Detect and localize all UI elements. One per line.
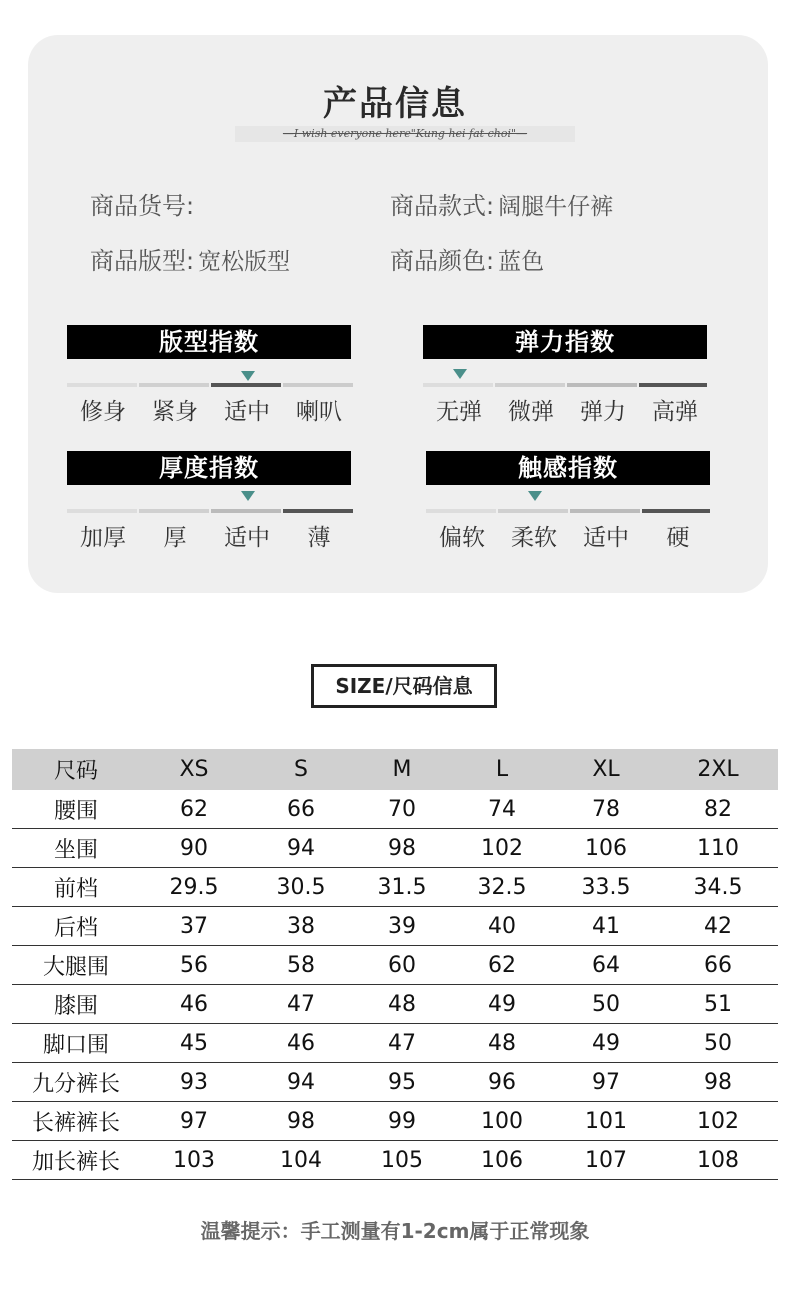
field-fit bbox=[90, 241, 290, 276]
table-cell: 31.5 bbox=[354, 868, 450, 907]
level-bar bbox=[639, 383, 707, 387]
table-cell: 107 bbox=[554, 1141, 658, 1180]
level-bar bbox=[139, 509, 209, 513]
row-label: 加长裤长 bbox=[12, 1141, 140, 1180]
level-bar bbox=[283, 383, 353, 387]
table-row bbox=[12, 790, 778, 829]
table-cell: 62 bbox=[140, 790, 248, 829]
level-bar bbox=[642, 509, 710, 513]
level-bar bbox=[495, 383, 565, 387]
table-cell: 50 bbox=[554, 985, 658, 1024]
elastic-index-title: 弹力指数 bbox=[423, 325, 707, 359]
table-cell: 98 bbox=[354, 829, 450, 868]
row-label: 坐围 bbox=[12, 829, 140, 868]
table-row bbox=[12, 1024, 778, 1063]
table-cell: 49 bbox=[450, 985, 554, 1024]
table-cell: 32.5 bbox=[450, 868, 554, 907]
row-label: 大腿围 bbox=[12, 946, 140, 985]
field-item-number bbox=[90, 186, 198, 221]
size-table-header bbox=[12, 749, 778, 790]
field-label: 商品货号: bbox=[90, 192, 195, 220]
column-header: M bbox=[354, 749, 450, 790]
table-cell: 96 bbox=[450, 1063, 554, 1102]
level-bar bbox=[139, 383, 209, 387]
table-cell: 94 bbox=[248, 829, 354, 868]
table-cell: 49 bbox=[554, 1024, 658, 1063]
column-header: XL bbox=[554, 749, 658, 790]
size-section-label: SIZE/尺码信息 bbox=[311, 664, 497, 708]
level-bar bbox=[426, 509, 496, 513]
field-value: 蓝色 bbox=[498, 249, 545, 275]
product-info-subtitle: —I wish everyone here"Kung hei fat choi"— bbox=[235, 126, 575, 142]
level-label: 紧身 bbox=[152, 399, 198, 425]
table-row bbox=[12, 1141, 778, 1180]
table-row bbox=[12, 1102, 778, 1141]
level-bar bbox=[67, 509, 137, 513]
table-cell: 62 bbox=[450, 946, 554, 985]
table-cell: 56 bbox=[140, 946, 248, 985]
table-cell: 38 bbox=[248, 907, 354, 946]
table-cell: 78 bbox=[554, 790, 658, 829]
table-cell: 30.5 bbox=[248, 868, 354, 907]
table-cell: 103 bbox=[140, 1141, 248, 1180]
selected-marker-icon bbox=[528, 491, 542, 501]
table-cell: 66 bbox=[658, 946, 778, 985]
level-label: 适中 bbox=[224, 399, 270, 425]
table-cell: 58 bbox=[248, 946, 354, 985]
level-bar bbox=[570, 509, 640, 513]
table-row bbox=[12, 985, 778, 1024]
field-value: 宽松版型 bbox=[198, 249, 291, 275]
table-cell: 102 bbox=[450, 829, 554, 868]
table-cell: 93 bbox=[140, 1063, 248, 1102]
table-cell: 97 bbox=[554, 1063, 658, 1102]
column-header: 尺码 bbox=[12, 749, 140, 790]
table-cell: 106 bbox=[450, 1141, 554, 1180]
table-cell: 45 bbox=[140, 1024, 248, 1063]
table-cell: 42 bbox=[658, 907, 778, 946]
table-cell: 29.5 bbox=[140, 868, 248, 907]
thickness-index-title: 厚度指数 bbox=[67, 451, 351, 485]
field-style bbox=[390, 186, 613, 221]
row-label: 长裤裤长 bbox=[12, 1102, 140, 1141]
table-cell: 50 bbox=[658, 1024, 778, 1063]
level-bar bbox=[211, 383, 281, 387]
level-bar bbox=[567, 383, 637, 387]
table-cell: 37 bbox=[140, 907, 248, 946]
selected-marker-icon bbox=[453, 369, 467, 379]
table-cell: 74 bbox=[450, 790, 554, 829]
column-header: S bbox=[248, 749, 354, 790]
table-cell: 60 bbox=[354, 946, 450, 985]
table-cell: 40 bbox=[450, 907, 554, 946]
column-header: XS bbox=[140, 749, 248, 790]
table-cell: 98 bbox=[248, 1102, 354, 1141]
level-label: 喇叭 bbox=[296, 399, 342, 425]
field-label: 商品颜色: bbox=[390, 247, 495, 275]
table-row bbox=[12, 868, 778, 907]
table-cell: 97 bbox=[140, 1102, 248, 1141]
level-label: 适中 bbox=[583, 525, 629, 551]
touch-index-title: 触感指数 bbox=[426, 451, 710, 485]
size-table bbox=[12, 749, 778, 1180]
table-cell: 47 bbox=[248, 985, 354, 1024]
product-info-title: 产品信息 bbox=[323, 84, 467, 124]
table-cell: 39 bbox=[354, 907, 450, 946]
field-value: 阔腿牛仔裤 bbox=[498, 194, 614, 220]
table-cell: 51 bbox=[658, 985, 778, 1024]
level-label: 适中 bbox=[224, 525, 270, 551]
table-cell: 101 bbox=[554, 1102, 658, 1141]
table-cell: 98 bbox=[658, 1063, 778, 1102]
selected-marker-icon bbox=[241, 371, 255, 381]
table-cell: 47 bbox=[354, 1024, 450, 1063]
column-header: 2XL bbox=[658, 749, 778, 790]
row-label: 九分裤长 bbox=[12, 1063, 140, 1102]
level-label: 厚 bbox=[163, 525, 187, 551]
level-label: 柔软 bbox=[511, 525, 557, 551]
table-row bbox=[12, 1063, 778, 1102]
table-row bbox=[12, 946, 778, 985]
table-cell: 102 bbox=[658, 1102, 778, 1141]
field-label: 商品版型: bbox=[90, 247, 195, 275]
table-cell: 41 bbox=[554, 907, 658, 946]
table-cell: 90 bbox=[140, 829, 248, 868]
row-label: 后档 bbox=[12, 907, 140, 946]
fit-index-title: 版型指数 bbox=[67, 325, 351, 359]
table-cell: 70 bbox=[354, 790, 450, 829]
table-cell: 104 bbox=[248, 1141, 354, 1180]
level-label: 弹力 bbox=[580, 399, 626, 425]
level-bar bbox=[423, 383, 493, 387]
table-cell: 94 bbox=[248, 1063, 354, 1102]
level-bar bbox=[498, 509, 568, 513]
row-label: 膝围 bbox=[12, 985, 140, 1024]
table-row bbox=[12, 829, 778, 868]
table-cell: 95 bbox=[354, 1063, 450, 1102]
table-cell: 48 bbox=[450, 1024, 554, 1063]
level-label: 偏软 bbox=[439, 525, 485, 551]
table-cell: 34.5 bbox=[658, 868, 778, 907]
table-cell: 110 bbox=[658, 829, 778, 868]
field-color bbox=[390, 241, 544, 276]
table-cell: 82 bbox=[658, 790, 778, 829]
measurement-tip: 温馨提示：手工测量有1-2cm属于正常现象 bbox=[200, 1219, 590, 1243]
level-label: 加厚 bbox=[80, 525, 126, 551]
column-header: L bbox=[450, 749, 554, 790]
row-label: 脚口围 bbox=[12, 1024, 140, 1063]
level-bar bbox=[283, 509, 353, 513]
level-label: 高弹 bbox=[652, 399, 698, 425]
table-cell: 33.5 bbox=[554, 868, 658, 907]
field-label: 商品款式: bbox=[390, 192, 495, 220]
level-bar bbox=[67, 383, 137, 387]
level-label: 薄 bbox=[307, 525, 331, 551]
table-cell: 105 bbox=[354, 1141, 450, 1180]
table-cell: 48 bbox=[354, 985, 450, 1024]
level-label: 无弹 bbox=[436, 399, 482, 425]
table-row bbox=[12, 907, 778, 946]
row-label: 前档 bbox=[12, 868, 140, 907]
level-label: 微弹 bbox=[508, 399, 554, 425]
table-cell: 64 bbox=[554, 946, 658, 985]
table-cell: 106 bbox=[554, 829, 658, 868]
level-label: 修身 bbox=[80, 399, 126, 425]
level-bar bbox=[211, 509, 281, 513]
table-cell: 100 bbox=[450, 1102, 554, 1141]
selected-marker-icon bbox=[241, 491, 255, 501]
table-cell: 46 bbox=[140, 985, 248, 1024]
table-cell: 108 bbox=[658, 1141, 778, 1180]
table-cell: 46 bbox=[248, 1024, 354, 1063]
level-label: 硬 bbox=[666, 525, 690, 551]
table-cell: 99 bbox=[354, 1102, 450, 1141]
table-cell: 66 bbox=[248, 790, 354, 829]
row-label: 腰围 bbox=[12, 790, 140, 829]
